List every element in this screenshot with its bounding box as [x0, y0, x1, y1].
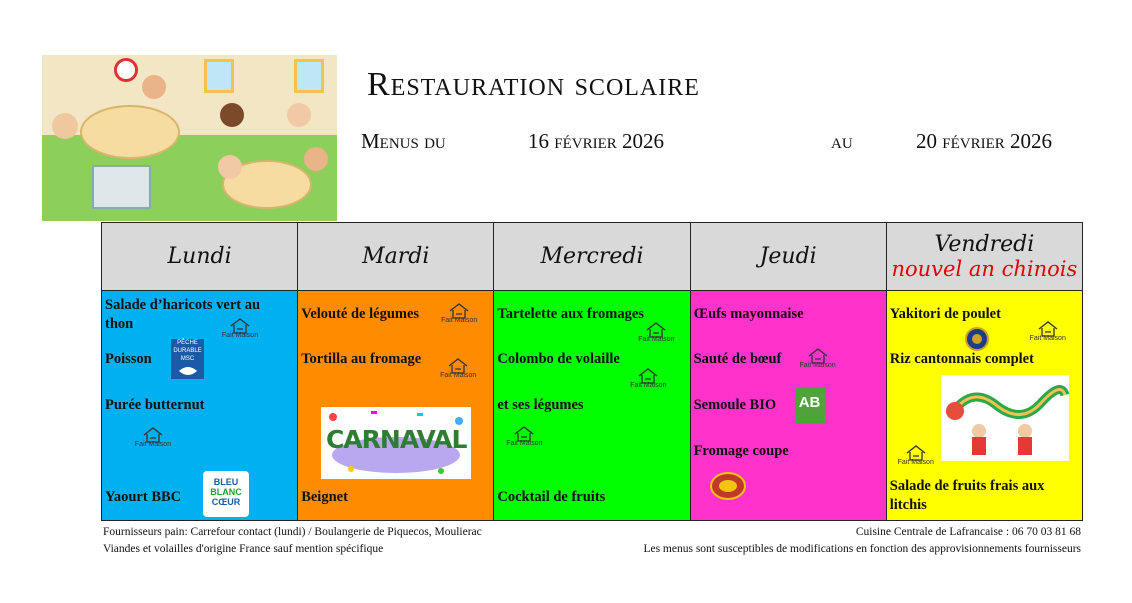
menus-label: Menus du [361, 129, 446, 153]
menu-cell-jeudi [690, 291, 886, 521]
dish: Velouté de légumes [301, 306, 420, 322]
au-label: au [831, 129, 853, 153]
date-to: 20 février 2026 [916, 129, 1053, 153]
bleu-blanc-coeur-logo: BLEU BLANC CŒUR [203, 471, 249, 517]
fait-maison-icon: Fait Maison [618, 368, 678, 390]
msc-logo: PÊCHE DURABLE MSC [171, 339, 204, 379]
menu-cell-mercredi [494, 291, 690, 521]
dish: Poisson [105, 351, 152, 367]
fait-maison-icon: Fait Maison [886, 445, 946, 467]
dragon-dance-image [941, 375, 1069, 461]
fait-maison-icon: Fait Maison [428, 358, 488, 380]
dish: Fromage coupe [693, 443, 789, 459]
label-rouge-seal-icon [965, 327, 989, 351]
fait-maison-icon: Fait Maison [788, 348, 848, 370]
day-header-jeudi: Jeudi [690, 223, 886, 291]
fait-maison-icon: Fait Maison [123, 427, 183, 449]
dish: Yaourt BBC [105, 489, 182, 505]
page-title: Restauration scolaire [367, 66, 700, 103]
fait-maison-icon: Fait Maison [626, 322, 686, 344]
ab-bio-logo: AB [795, 387, 825, 423]
menu-table [101, 222, 1083, 521]
carnaval-image: CARNAVAL [321, 407, 471, 479]
menu-cell-vendredi [886, 291, 1082, 521]
dish: Colombo de volaille [497, 351, 620, 367]
day-header-mercredi: Mercredi [494, 223, 690, 291]
clock-icon [114, 58, 138, 82]
dish: Riz cantonnais complet [889, 351, 1034, 367]
dish: Semoule BIO [693, 397, 777, 413]
dish: Yakitori de poulet [889, 306, 1001, 322]
dish: Salade d’haricots vert au thon [105, 297, 261, 332]
day-subtitle: nouvel an chinois [891, 257, 1078, 281]
dish: Beignet [301, 489, 348, 505]
day-header-lundi: Lundi [102, 223, 298, 291]
footer-disclaimer: Les menus sont susceptibles de modifications en fonction des approvisionnements fournisseurs [643, 543, 1081, 555]
footer-contact: Cuisine Centrale de Lafrancaise : 06 70 03 81 68 [855, 526, 1081, 538]
menu-cell-mardi [298, 291, 494, 521]
fait-maison-icon: Fait Maison [494, 426, 554, 448]
footer-origin: Viandes et volailles d'origine France sauf mention spécifique [103, 543, 384, 555]
dish: Tortilla au fromage [301, 351, 422, 367]
dish: Purée butternut [105, 397, 205, 413]
canteen-illustration [42, 55, 337, 221]
footer-suppliers: Fournisseurs pain: Carrefour contact (lundi) / Boulangerie de Piquecos, Moulierac [103, 526, 482, 538]
menu-cell-lundi [102, 291, 298, 521]
date-from: 16 février 2026 [528, 129, 665, 153]
fait-maison-icon: Fait Maison [1018, 321, 1078, 343]
aop-seal-icon [710, 472, 746, 500]
fait-maison-icon: Fait Maison [210, 318, 270, 340]
dish: Œufs mayonnaise [693, 306, 804, 322]
day-header-mardi: Mardi [298, 223, 494, 291]
dish: Tartelette aux fromages [497, 306, 644, 322]
dish: Salade de fruits frais aux litchis [889, 478, 1045, 513]
dish: Sauté de bœuf [693, 351, 782, 367]
dish: Cocktail de fruits [497, 489, 606, 505]
day-header-vendredi: Vendredi nouvel an chinois [886, 223, 1082, 291]
fait-maison-icon: Fait Maison [429, 303, 489, 325]
dish: et ses légumes [497, 397, 584, 413]
